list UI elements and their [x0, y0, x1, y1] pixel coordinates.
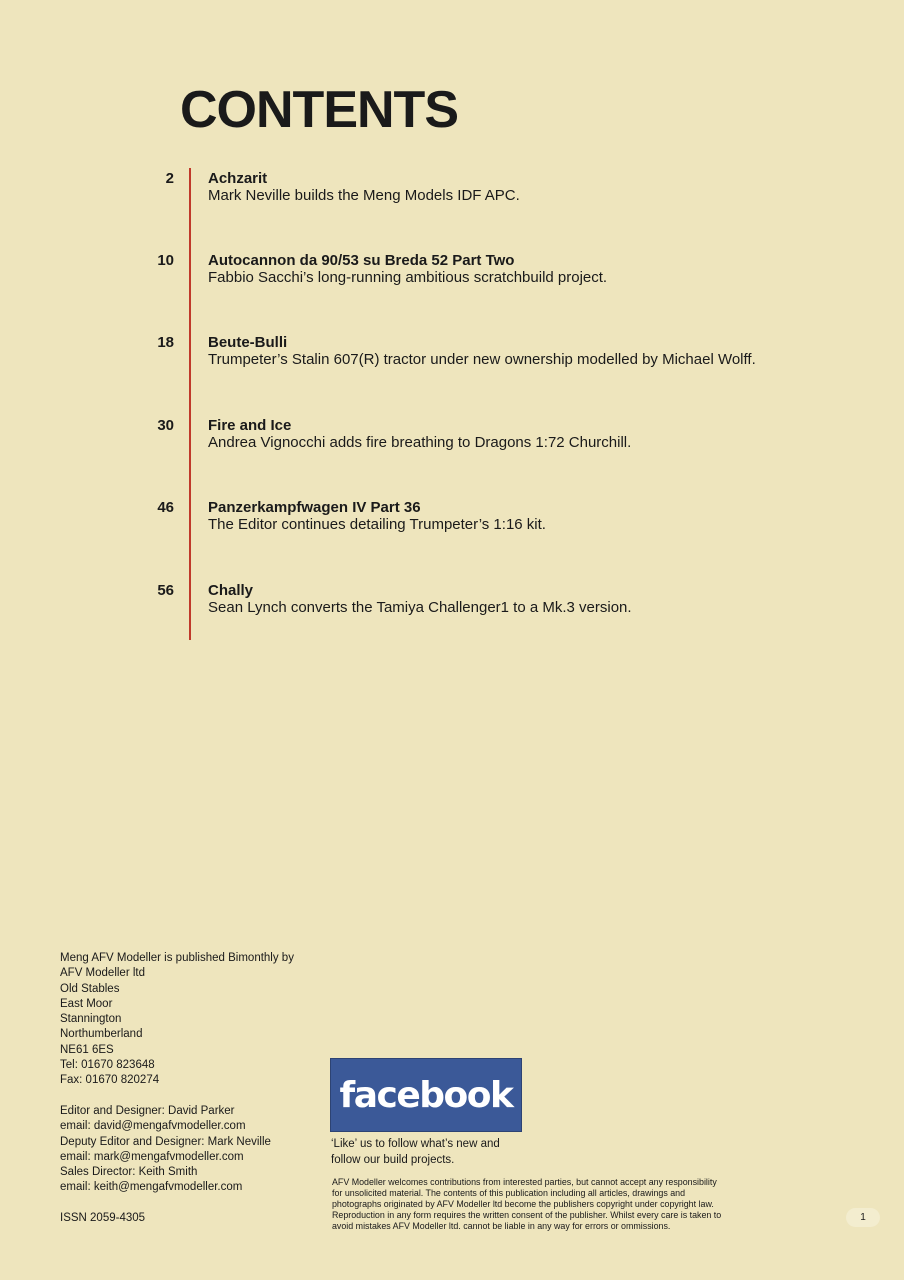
staff-line: Deputy Editor and Designer: Mark Neville [60, 1135, 271, 1148]
entry-page-number: 10 [157, 252, 174, 269]
entry-page-number: 18 [157, 334, 174, 351]
publisher-line: AFV Modeller ltd [60, 967, 146, 980]
staff-email[interactable]: email: keith@mengafvmodeller.com [60, 1181, 243, 1194]
entry-description: Trumpeter’s Stalin 607(R) tractor under new ownership modelled by Michael Wolff. [208, 351, 756, 368]
entry-description: The Editor continues detailing Trumpeter’s 1:16 kit. [208, 516, 546, 533]
staff-email[interactable]: email: david@mengafvmodeller.com [60, 1120, 246, 1133]
publisher-info [60, 951, 330, 1196]
publisher-line: Meng AFV Modeller is published Bimonthly by [60, 952, 294, 964]
entry-description: Mark Neville builds the Meng Models IDF APC. [208, 187, 520, 204]
publisher-line: Northumberland [60, 1028, 143, 1041]
publisher-line: Stannington [60, 1013, 122, 1026]
publisher-telephone: Tel: 01670 823648 [60, 1059, 155, 1072]
staff-email[interactable]: email: mark@mengafvmodeller.com [60, 1150, 244, 1163]
page-title: CONTENTS [180, 81, 458, 139]
staff-line: Editor and Designer: David Parker [60, 1104, 235, 1117]
publisher-line: Old Stables [60, 982, 120, 995]
contents-entry[interactable] [0, 499, 904, 539]
entry-page-number: 2 [165, 170, 174, 187]
disclaimer-line: AFV Modeller welcomes contributions from interested parties, but cannot accept any responsibility [332, 1177, 717, 1187]
facebook-banner[interactable] [330, 1058, 522, 1132]
contents-entry[interactable] [0, 334, 904, 374]
facebook-caption-line: ‘Like’ us to follow what’s new and [331, 1138, 500, 1150]
entry-title: Autocannon da 90/53 su Breda 52 Part Two [208, 252, 515, 269]
entry-title: Achzarit [208, 170, 268, 187]
contents-divider-rule [189, 168, 191, 640]
publisher-fax: Fax: 01670 820274 [60, 1074, 160, 1087]
entry-title: Chally [208, 582, 254, 599]
disclaimer-line: Reproduction in any form requires the written consent of the publisher. Whilst every care is taken to [332, 1209, 722, 1220]
entry-page-number: 56 [157, 582, 174, 599]
entry-description: Andrea Vignocchi adds fire breathing to Dragons 1:72 Churchill. [208, 434, 632, 451]
disclaimer-line: avoid mistakes AFV Modeller ltd. cannot be liable in any way for errors or ommissions. [332, 1220, 671, 1231]
entry-title: Panzerkampfwagen IV Part 36 [208, 499, 421, 516]
entry-page-number: 30 [157, 417, 174, 434]
contents-entry[interactable] [0, 582, 904, 622]
facebook-caption-line: follow our build projects. [331, 1153, 455, 1166]
contents-entry[interactable] [0, 417, 904, 457]
facebook-caption [331, 1137, 551, 1168]
disclaimer [332, 1177, 822, 1232]
page-number: 1 [846, 1208, 880, 1227]
spacer [60, 1089, 330, 1104]
contents-entry[interactable] [0, 252, 904, 292]
publisher-line: NE61 6ES [60, 1043, 114, 1056]
disclaimer-line: photographs originated by AFV Modeller ltd become the publishers copyright under copyright law. [332, 1198, 714, 1209]
contents-entry[interactable] [0, 170, 904, 210]
entry-page-number: 46 [157, 499, 174, 516]
facebook-logo: facebook [339, 1074, 513, 1116]
staff-line: Sales Director: Keith Smith [60, 1166, 198, 1179]
entry-description: Fabbio Sacchi’s long-running ambitious scratchbuild project. [208, 269, 608, 286]
disclaimer-line: for unsolicited material. The contents of this publication including all articles, drawings and [332, 1187, 686, 1198]
entry-title: Beute-Bulli [208, 334, 288, 351]
entry-title: Fire and Ice [208, 417, 292, 434]
entry-description: Sean Lynch converts the Tamiya Challenger1 to a Mk.3 version. [208, 599, 632, 616]
issn-number: ISSN 2059-4305 [60, 1212, 146, 1224]
publisher-line: East Moor [60, 997, 113, 1010]
